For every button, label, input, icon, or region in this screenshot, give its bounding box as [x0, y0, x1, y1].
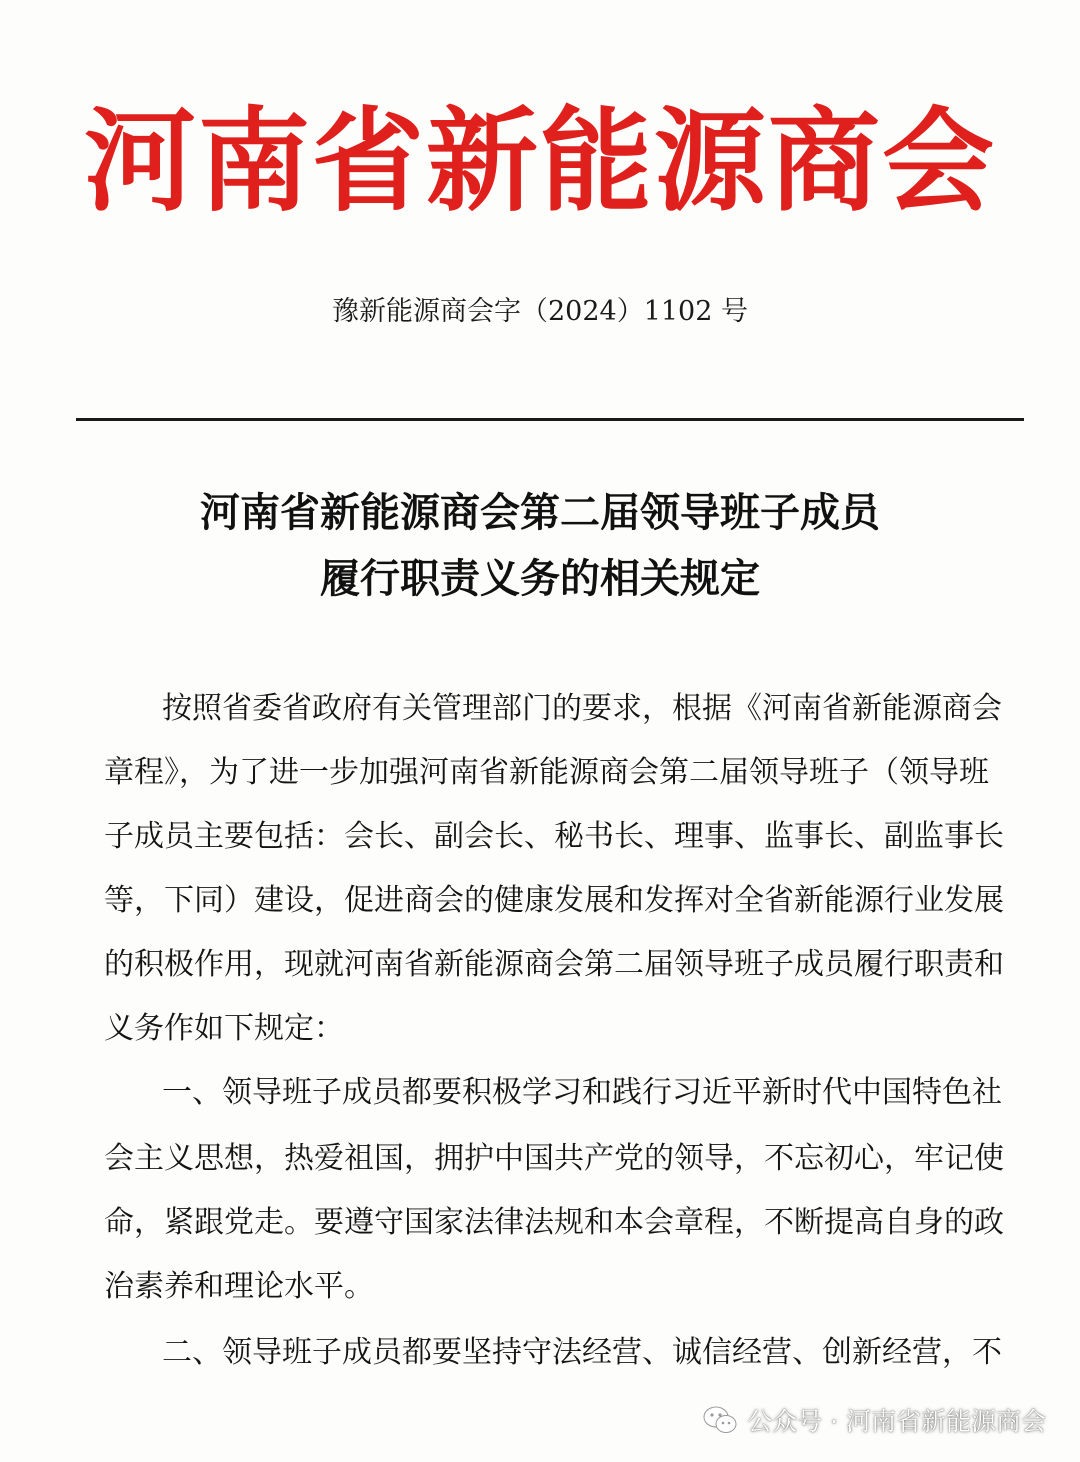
document-title-line-2: 履行职责义务的相关规定	[320, 555, 760, 602]
wechat-watermark	[703, 1396, 1046, 1444]
body-line: 命，紧跟党走。要遵守国家法律法规和本会章程，不断提高自身的政	[104, 1205, 1004, 1240]
body-line: 会主义思想，热爱祖国，拥护中国共产党的领导，不忘初心，牢记使	[104, 1141, 1004, 1176]
body-line: 一、领导班子成员都要积极学习和践行习近平新时代中国特色社	[162, 1075, 1002, 1110]
body-line: 等，下同）建设，促进商会的健康发展和发挥对全省新能源行业发展	[104, 883, 1004, 918]
body-line: 二、领导班子成员都要坚持守法经营、诚信经营、创新经营，不	[162, 1335, 1002, 1370]
body-line: 的积极作用，现就河南省新能源商会第二届领导班子成员履行职责和	[104, 947, 1004, 982]
body-line: 治素养和理论水平。	[104, 1269, 374, 1304]
org-header-title: 河南省新能源商会	[84, 96, 996, 227]
body-line: 子成员主要包括：会长、副会长、秘书长、理事、监事长、副监事长	[104, 819, 1004, 854]
wechat-icon	[703, 1406, 737, 1434]
body-line: 章程》，为了进一步加强河南省新能源商会第二届领导班子（领导班	[104, 755, 989, 790]
header-divider	[76, 418, 1024, 421]
body-line: 按照省委省政府有关管理部门的要求，根据《河南省新能源商会	[162, 691, 1002, 726]
watermark-text: 公众号 · 河南省新能源商会	[747, 1407, 1046, 1436]
body-line: 义务作如下规定：	[104, 1011, 344, 1046]
document-title-line-1: 河南省新能源商会第二届领导班子成员	[200, 489, 880, 536]
document-number: 豫新能源商会字（2024）1102 号	[331, 296, 748, 327]
